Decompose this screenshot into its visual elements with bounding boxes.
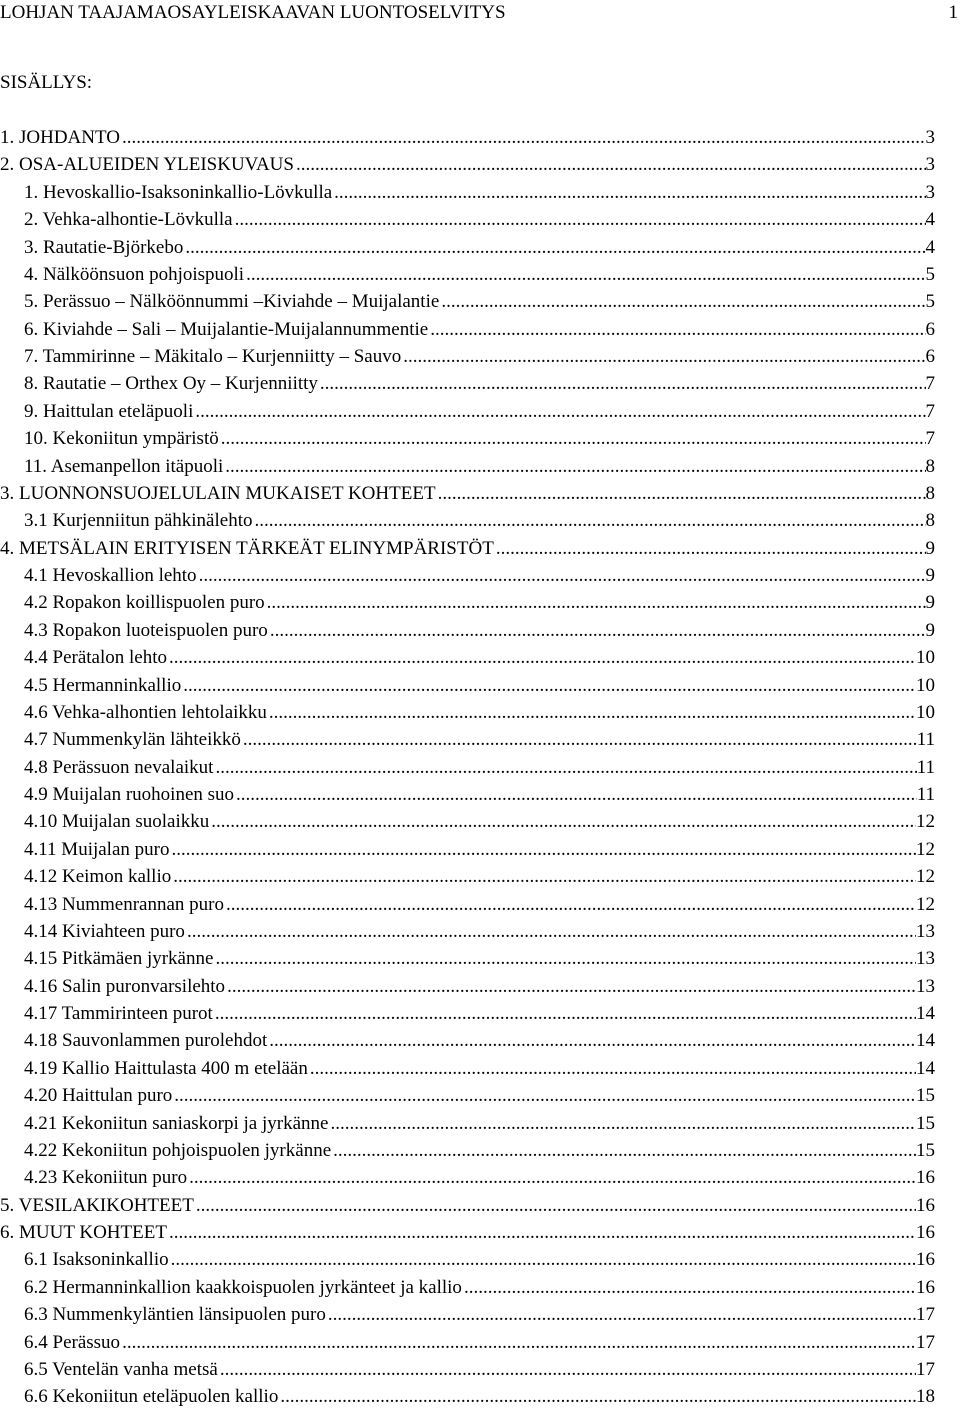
page-number: 1 (948, 2, 958, 23)
dot-leader (225, 973, 916, 1000)
toc-entry-page-number: 16 (916, 1167, 935, 1189)
toc-heading: SISÄLLYS: (0, 72, 93, 93)
toc-entry-label: 6. Kiviahde – Sali – Muijalantie-Muijalannummentie (24, 318, 429, 340)
toc-entry-page-number: 12 (916, 893, 935, 915)
dot-leader (172, 1082, 916, 1109)
toc-entry-label: 7. Tammirinne – Mäkitalo – Kurjenniitty – Sauvo (24, 346, 402, 367)
dot-leader (267, 699, 916, 726)
toc-entry-label: 4. Nälköönsuon pohjoispuoli (24, 263, 245, 285)
toc-entry[interactable] (0, 1055, 935, 1082)
toc-entry-label: 6.3 Nummenkyläntien länsipuolen puro (24, 1304, 326, 1326)
toc-entry-label: 1. JOHDANTO (0, 127, 120, 148)
dot-leader (308, 1055, 916, 1082)
dot-leader (318, 370, 926, 397)
toc-entry-page-number: 14 (916, 1057, 935, 1079)
toc-entry[interactable] (0, 206, 935, 233)
toc-entry-label: 4.23 Kekoniitun puro (24, 1167, 188, 1189)
toc-entry-page-number: 17 (916, 1304, 935, 1326)
dot-leader (244, 261, 925, 288)
dot-leader (494, 535, 926, 562)
toc-entry-page-number: 14 (916, 1030, 935, 1052)
toc-entry-label: 4.16 Salin puronvarsilehto (24, 975, 226, 997)
dot-leader (181, 672, 916, 699)
toc-entry[interactable] (0, 288, 935, 315)
dot-leader (234, 781, 917, 808)
toc-entry-page-number: 9 (925, 565, 935, 586)
dot-leader (185, 918, 916, 945)
dot-leader (213, 945, 916, 972)
toc-entry[interactable] (0, 1246, 935, 1273)
toc-entry[interactable] (0, 726, 935, 753)
toc-entry-page-number: 10 (916, 701, 935, 723)
toc-entry-page-number: 13 (916, 920, 935, 942)
toc-entry[interactable] (0, 973, 935, 1000)
toc-entry-label: 4.6 Vehka-alhontien lehtolaikku (24, 701, 267, 723)
toc-entry-label: 4.19 Kallio Haittulasta 400 m etelään (24, 1057, 308, 1079)
toc-entry-page-number: 3 (925, 181, 935, 203)
dot-leader (268, 617, 926, 644)
toc-entry-page-number: 10 (916, 647, 935, 669)
toc-entry[interactable] (0, 425, 935, 452)
toc-entry-label: 4.10 Muijalan suolaikku (24, 811, 210, 833)
toc-entry-page-number: 7 (925, 373, 935, 395)
page-header (0, 0, 960, 26)
toc-entry[interactable] (0, 179, 935, 206)
toc-entry-label: 2. Vehka-alhontie-Lövkulla (24, 209, 233, 231)
toc-entry-page-number: 8 (925, 455, 935, 477)
dot-leader (197, 562, 926, 589)
dot-leader (439, 288, 925, 315)
dot-leader (401, 343, 925, 370)
toc-entry[interactable] (0, 316, 935, 343)
dot-leader (331, 1137, 916, 1164)
toc-entry-page-number: 5 (925, 291, 935, 313)
toc-entry-page-number: 15 (916, 1085, 935, 1107)
toc-entry[interactable] (0, 124, 935, 151)
toc-entry-page-number: 4 (925, 236, 935, 258)
toc-entry[interactable] (0, 1110, 935, 1137)
toc-entry-label: 4.9 Muijalan ruohoinen suo (24, 784, 235, 805)
toc-entry-page-number: 11 (916, 784, 935, 805)
toc-entry-page-number: 12 (916, 838, 935, 860)
toc-entry-page-number: 17 (916, 1331, 935, 1353)
dot-leader (193, 398, 925, 425)
toc-entry-page-number: 16 (916, 1249, 935, 1271)
dot-leader (428, 316, 925, 343)
dot-leader (171, 863, 916, 890)
toc-entry-page-number: 11 (916, 729, 935, 751)
toc-entry[interactable] (0, 1027, 935, 1054)
dot-leader (328, 1110, 916, 1137)
toc-entry-page-number: 17 (916, 1358, 935, 1380)
toc-entry-label: 4.18 Sauvonlammen purolehdot (24, 1030, 268, 1052)
dot-leader (169, 836, 916, 863)
toc-entry[interactable] (0, 836, 935, 863)
toc-entry-page-number: 15 (916, 1139, 935, 1161)
dot-leader (224, 891, 916, 918)
toc-entry[interactable] (0, 1164, 935, 1191)
toc-entry[interactable] (0, 261, 935, 288)
toc-entry-label: 4.2 Ropakon koillispuolen puro (24, 592, 265, 614)
toc-entry[interactable] (0, 891, 935, 918)
toc-entry-label: 2. OSA-ALUEIDEN YLEISKUVAUS (0, 154, 294, 176)
table-of-contents (0, 124, 935, 1411)
dot-leader (233, 206, 926, 233)
dot-leader (187, 1164, 916, 1191)
toc-entry[interactable] (0, 699, 935, 726)
toc-entry-page-number: 12 (916, 866, 935, 888)
toc-entry-label: 4.21 Kekoniitun saniaskorpi ja jyrkänne (24, 1112, 329, 1134)
toc-entry[interactable] (0, 1383, 935, 1410)
toc-entry[interactable] (0, 1082, 935, 1109)
toc-entry-label: 4.7 Nummenkylän lähteikkö (24, 729, 241, 751)
toc-entry-page-number: 6 (925, 318, 935, 340)
toc-entry-page-number: 10 (916, 674, 935, 696)
dot-leader (462, 1274, 916, 1301)
dot-leader (120, 124, 926, 151)
toc-entry-label: 4. METSÄLAIN ERITYISEN TÄRKEÄT ELINYMPÄRISTÖT (0, 537, 494, 559)
toc-entry-label: 5. VESILAKIKOHTEET (0, 1194, 194, 1216)
toc-entry[interactable] (0, 644, 935, 671)
toc-entry[interactable] (0, 370, 935, 397)
toc-entry-label: 6.1 Isaksoninkallio (24, 1249, 169, 1271)
toc-entry-label: 4.4 Perätalon lehto (24, 647, 167, 669)
toc-entry[interactable] (0, 945, 935, 972)
dot-leader (294, 151, 926, 178)
dot-leader (183, 234, 925, 261)
toc-entry-page-number: 12 (916, 811, 935, 833)
toc-entry-label: 6.5 Ventelän vanha metsä (24, 1358, 218, 1380)
toc-entry[interactable] (0, 453, 935, 480)
toc-entry-page-number: 6 (925, 346, 935, 367)
toc-entry-page-number: 9 (925, 619, 935, 641)
toc-entry[interactable] (0, 507, 935, 534)
dot-leader (267, 1027, 916, 1054)
toc-entry[interactable] (0, 808, 935, 835)
toc-entry[interactable] (0, 151, 935, 178)
toc-entry-page-number: 7 (925, 428, 935, 450)
dot-leader (252, 507, 925, 534)
toc-entry-label: 6. MUUT KOHTEET (0, 1222, 167, 1243)
toc-entry[interactable] (0, 672, 935, 699)
toc-entry[interactable] (0, 535, 935, 562)
toc-entry-page-number: 14 (916, 1003, 935, 1024)
toc-entry-label: 4.13 Nummenrannan puro (24, 893, 224, 915)
toc-entry-page-number: 3 (925, 127, 935, 148)
toc-entry[interactable] (0, 234, 935, 261)
toc-entry-label: 6.6 Kekoniitun eteläpuolen kallio (24, 1386, 279, 1408)
toc-entry[interactable] (0, 1219, 935, 1246)
dot-leader (223, 453, 925, 480)
toc-entry-label: 5. Perässuo – Nälköönnummi –Kiviahde – Muijalantie (24, 291, 440, 313)
toc-entry-page-number: 8 (925, 510, 935, 532)
toc-entry-page-number: 5 (925, 263, 935, 285)
toc-entry-label: 4.15 Pitkämäen jyrkänne (24, 948, 214, 970)
toc-entry[interactable] (0, 1000, 935, 1027)
toc-entry-page-number: 7 (925, 400, 935, 422)
toc-entry-label: 6.2 Hermanninkallion kaakkoispuolen jyrkänteet ja kallio (24, 1276, 462, 1298)
toc-entry[interactable] (0, 1274, 935, 1301)
toc-entry-page-number: 3 (925, 154, 935, 176)
toc-entry-label: 4.3 Ropakon luoteispuolen puro (24, 619, 268, 641)
toc-entry-label: 4.12 Keimon kallio (24, 866, 172, 888)
toc-entry[interactable] (0, 863, 935, 890)
dot-leader (278, 1383, 916, 1410)
dot-leader (219, 425, 926, 452)
toc-entry-page-number: 9 (925, 537, 935, 559)
toc-entry[interactable] (0, 1137, 935, 1164)
toc-entry-page-number: 16 (916, 1276, 935, 1298)
toc-entry-label: 4.8 Perässuon nevalaikut (24, 756, 214, 778)
toc-entry[interactable] (0, 480, 935, 507)
dot-leader (265, 589, 926, 616)
dot-leader (326, 1301, 916, 1328)
toc-entry-label: 4.17 Tammirinteen purot (24, 1003, 213, 1024)
dot-leader (436, 480, 926, 507)
dot-leader (213, 1000, 916, 1027)
toc-entry-label: 10. Kekoniitun ympäristö (24, 428, 219, 450)
toc-entry-label: 4.20 Haittulan puro (24, 1085, 173, 1107)
dot-leader (332, 179, 925, 206)
dot-leader (167, 644, 916, 671)
toc-entry-label: 4.22 Kekoniitun pohjoispuolen jyrkänne (24, 1139, 332, 1161)
dot-leader (120, 1329, 916, 1356)
toc-entry-label: 1. Hevoskallio-Isaksoninkallio-Lövkulla (24, 181, 333, 203)
toc-entry-page-number: 13 (916, 948, 935, 970)
toc-entry-label: 4.5 Hermanninkallio (24, 674, 182, 696)
dot-leader (241, 726, 917, 753)
toc-entry[interactable] (0, 589, 935, 616)
toc-entry-label: 3. Rautatie-Björkebo (24, 236, 184, 258)
toc-entry-label: 6.4 Perässuo (24, 1331, 121, 1353)
dot-leader (194, 1192, 916, 1219)
toc-entry-page-number: 16 (916, 1222, 935, 1243)
dot-leader (209, 808, 916, 835)
toc-entry[interactable] (0, 562, 935, 589)
toc-entry[interactable] (0, 781, 935, 808)
toc-entry[interactable] (0, 754, 935, 781)
toc-entry-page-number: 4 (925, 209, 935, 231)
toc-entry-label: 3. LUONNONSUOJELULAIN MUKAISET KOHTEET (0, 482, 436, 504)
toc-entry[interactable] (0, 617, 935, 644)
toc-entry[interactable] (0, 398, 935, 425)
dot-leader (218, 1356, 916, 1383)
toc-entry[interactable] (0, 1356, 935, 1383)
toc-entry[interactable] (0, 1301, 935, 1328)
toc-entry-page-number: 9 (925, 592, 935, 614)
toc-entry-page-number: 18 (916, 1386, 935, 1408)
toc-entry-label: 4.14 Kiviahteen puro (24, 920, 185, 942)
toc-entry[interactable] (0, 343, 935, 370)
toc-entry-page-number: 8 (925, 482, 935, 504)
toc-entry-label: 9. Haittulan eteläpuoli (24, 400, 194, 422)
toc-entry-label: 4.1 Hevoskallion lehto (24, 565, 197, 586)
toc-entry-page-number: 13 (916, 975, 935, 997)
toc-entry-label: 3.1 Kurjenniitun pähkinälehto (24, 510, 253, 532)
toc-entry[interactable] (0, 1192, 935, 1219)
toc-entry[interactable] (0, 918, 935, 945)
toc-entry-page-number: 15 (916, 1112, 935, 1134)
dot-leader (169, 1246, 916, 1273)
toc-entry-label: 11. Asemanpellon itäpuoli (24, 455, 224, 477)
dot-leader (167, 1219, 916, 1246)
toc-entry-label: 4.11 Muijalan puro (24, 838, 170, 860)
toc-entry-label: 8. Rautatie – Orthex Oy – Kurjenniitty (24, 373, 318, 395)
toc-entry[interactable] (0, 1329, 935, 1356)
toc-entry-page-number: 16 (916, 1194, 935, 1216)
toc-entry-page-number: 11 (916, 756, 935, 778)
document-title: LOHJAN TAAJAMAOSAYLEISKAAVAN LUONTOSELVITYS (0, 2, 506, 23)
dot-leader (213, 754, 916, 781)
